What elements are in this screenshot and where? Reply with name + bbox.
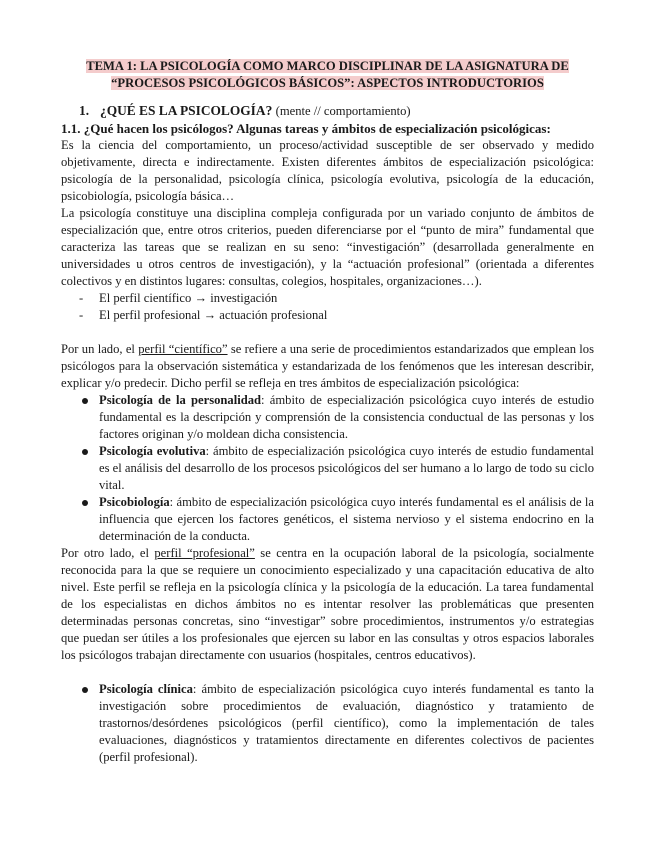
dash-mark: - bbox=[79, 291, 84, 305]
perfil-cientifico-underlined: perfil “científico” bbox=[138, 342, 228, 356]
bullet-icon bbox=[82, 500, 88, 506]
paragraph-perfil-cientifico: Por un lado, el perfil “científico” se refiere a una serie de procedimientos estandarizados que emplean los psicólogos para la observación sistemática y estandarizada de los fenómenos que les interesan describir, explicar y/o predecir. Dicho perfil se refleja en tres ámbitos de especialización psicológica: bbox=[61, 342, 594, 390]
title-line-2: “PROCESOS PSICOLÓGICOS BÁSICOS”: ASPECTOS INTRODUCTORIOS bbox=[111, 76, 544, 90]
section-1-number: 1. bbox=[79, 103, 90, 118]
bullet-term: Psicología de la personalidad bbox=[99, 393, 262, 407]
list-item: Psicobiología: ámbito de especialización psicológica cuyo interés fundamental es el análisis de la influencia que ejercen los factores genéticos, el sistema nervioso y el sistema endocrino en la determinación de la conducta. bbox=[79, 494, 594, 545]
bullet-term: Psicología evolutiva bbox=[99, 444, 206, 458]
document-page bbox=[61, 58, 594, 766]
profesional-bullet-list bbox=[61, 681, 594, 766]
list-item: Psicología de la personalidad: ámbito de especialización psicológica cuyo interés de estudio fundamental es la descripción y comprensión de la consistencia conductual de las personas y los factores originan y/o moldean dicha consistencia. bbox=[79, 392, 594, 443]
section-1-1-heading: 1.1. ¿Qué hacen los psicólogos? Algunas tareas y ámbitos de especialización psicológicas: bbox=[61, 121, 551, 136]
bullet-icon bbox=[82, 449, 88, 455]
section-1-title: ¿QUÉ ES LA PSICOLOGÍA? bbox=[100, 103, 273, 118]
paragraph-definition: Es la ciencia del comportamiento, un proceso/actividad susceptible de ser observado y medido objetivamente, directa e indirectamente. Existen diferentes ámbitos de especialización psicológica: psicología de la personalidad, psicología clínica, psicología evolutiva, psicología de la educación, psicobiología, psicología básica… bbox=[61, 138, 594, 203]
list-item bbox=[79, 290, 594, 307]
dash-item-text: El perfil científico → investigación bbox=[99, 291, 278, 305]
title-line-1: TEMA 1: LA PSICOLOGÍA COMO MARCO DISCIPLINAR DE LA ASIGNATURA DE bbox=[86, 59, 569, 73]
dash-mark: - bbox=[79, 308, 84, 322]
paragraph-disciplina: La psicología constituye una disciplina compleja configurada por un variado conjunto de ámbitos de especialización que, entre otros criterios, pueden diferenciarse por el “punto de mira” fundamental que caracteriza las tareas que se realizan en su seno: “investigación” (desarrollada generalmente en universidades u otros centros de investigación), y la “actuación profesional” (orientada a diferentes colectivos y en distintos lugares: consultas, colegios, hospitales, organizaciones…). bbox=[61, 206, 594, 288]
section-1-heading bbox=[61, 102, 594, 120]
dash-item-text: El perfil profesional → actuación profesional bbox=[99, 308, 328, 322]
blank-line bbox=[61, 664, 594, 681]
document-title bbox=[61, 58, 594, 92]
profile-dash-list bbox=[61, 290, 594, 324]
list-item: Psicología clínica: ámbito de especialización psicológica cuyo interés fundamental es tanto la investigación sobre procedimientos de evaluación, diagnóstico y tratamiento de trastornos/desórdenes psicológicos (perfil científico), como la implementación de tales evaluaciones, diagnósticos y tratamientos directamente en diferentes colectivos de pacientes (perfil profesional). bbox=[79, 681, 594, 766]
bullet-icon bbox=[82, 687, 88, 693]
paragraph-perfil-profesional: Por otro lado, el perfil “profesional” se centra en la ocupación laboral de la psicología, socialmente reconocida para la que se requiere un conocimiento especializado y una capacitación educativa de alto nivel. Este perfil se refleja en la psicología clínica y la psicología de la educación. La tarea fundamental de los especialistas en dichos ámbitos no es intentar resolver las problemáticas que presenten determinadas personas concretas, sino “investigar” sobre procedimientos, instrumentos y/o estrategias que puedan ser útiles a los profesionales que ejercen su labor en las consultas y otros espacios laborales los psicólogos trabajan directamente con usuarios (hospitales, centros educativos). bbox=[61, 546, 594, 662]
section-1-note: (mente // comportamiento) bbox=[275, 104, 411, 118]
blank-line bbox=[61, 324, 594, 341]
bullet-term: Psicobiología bbox=[99, 495, 170, 509]
list-item: Psicología evolutiva: ámbito de especialización psicológica cuyo interés de estudio fundamental es el análisis del desarrollo de los procesos psicológicos del ser humano a lo largo de todo su ciclo vital. bbox=[79, 443, 594, 494]
bullet-term: Psicología clínica bbox=[99, 682, 193, 696]
cientifico-bullet-list bbox=[61, 392, 594, 545]
perfil-profesional-underlined: perfil “profesional” bbox=[154, 546, 255, 560]
list-item bbox=[79, 307, 594, 324]
bullet-icon bbox=[82, 398, 88, 404]
